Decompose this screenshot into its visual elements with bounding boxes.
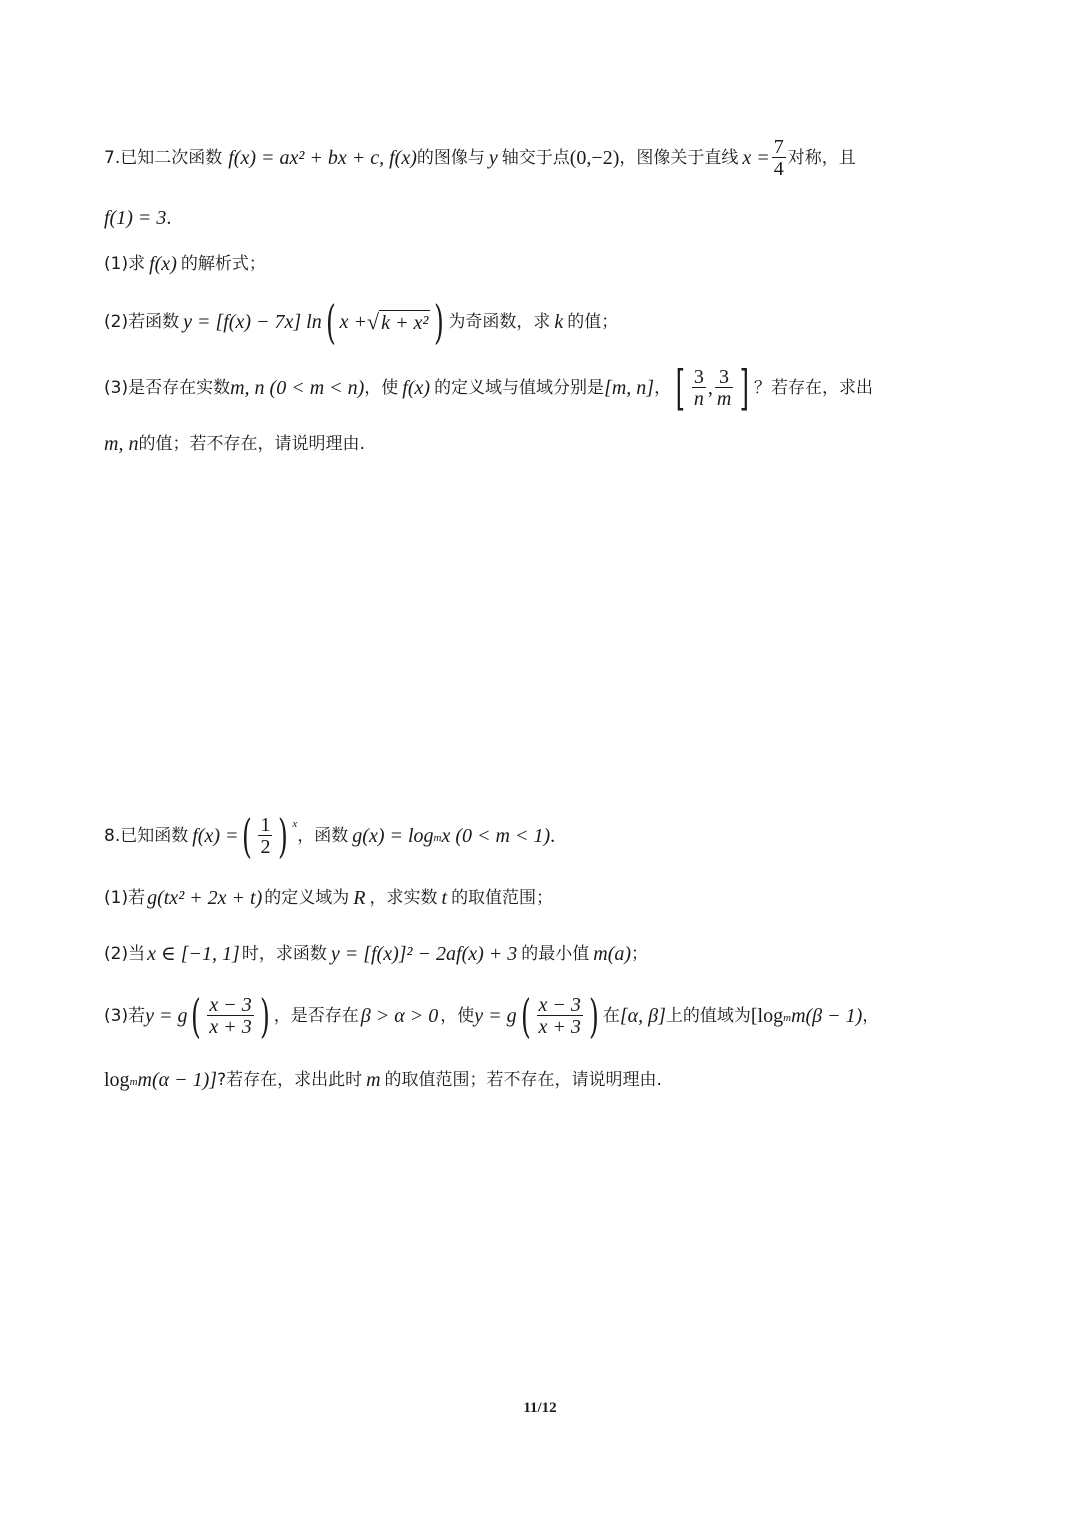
- p8-q1-text-domain: 的定义域为: [264, 888, 350, 908]
- p7-q2-sqrt-body: k + x²: [381, 311, 429, 334]
- p8-line-1: [104, 806, 555, 866]
- p7-q3-frac1-den: n: [693, 387, 704, 410]
- p7-q3-left-bracket: [: [675, 360, 686, 416]
- p7-intro-text: 7.已知二次函数: [104, 148, 223, 168]
- page-number: 11/12: [523, 1400, 557, 1416]
- p8-q3-text-make: ，使: [440, 1006, 475, 1026]
- p8-q3-right-paren: ): [259, 989, 270, 1043]
- p7-q1-text: 的解析式；: [180, 254, 266, 274]
- p8-l5-log-arg: m(α − 1)]: [137, 1069, 218, 1091]
- p8-q1-g: g(tx² + 2x + t): [147, 887, 263, 909]
- p8-g-log-base: m: [433, 832, 442, 844]
- p8-q3-beta-alpha: β > α > 0: [360, 1005, 439, 1027]
- p8-q3-right-paren-2: ): [588, 989, 599, 1043]
- p7-period: .: [166, 207, 172, 229]
- p7-q2-right-paren: ): [434, 295, 445, 349]
- p8-l5-log-base: m: [129, 1076, 138, 1088]
- p7-q3-comma: ，: [654, 378, 672, 398]
- p8-question-2: [104, 924, 648, 984]
- p7-fraction-7-4: [772, 137, 786, 180]
- p7-function-def: f(x) = ax² + bx + c, f(x): [228, 147, 417, 169]
- p8-q3-label: (3)若: [104, 1006, 146, 1026]
- p8-text-function: ，函数: [297, 826, 349, 846]
- p8-l5-text-range: 的取值范围；若不存在，请说明理由.: [384, 1070, 662, 1090]
- p8-q3-frac2-den: x + 3: [538, 1015, 581, 1038]
- p7-q3-frac2-num: 3: [719, 365, 730, 388]
- p7-q2-text-odd: 为奇函数，求: [448, 312, 551, 332]
- p7-question-2: [104, 292, 618, 352]
- p7-frac-denominator: 4: [773, 157, 784, 180]
- p8-f-left-paren: (: [242, 809, 253, 863]
- p8-q1-R: R: [353, 887, 366, 909]
- p7-y-axis-var: y: [488, 147, 498, 169]
- p7-text-symmetry: ，图像关于直线: [619, 148, 739, 168]
- p8-f-right-paren: ): [278, 809, 289, 863]
- p7-q2-label: (2)若函数: [104, 312, 180, 332]
- p7-q3-function: f(x): [402, 377, 431, 399]
- p8-question-3: [104, 986, 879, 1046]
- p7-q3-mn: m, n (0 < m < n): [230, 377, 365, 399]
- p8-q2-text-function: 时，求函数: [241, 944, 327, 964]
- p8-q3-y2: y = g: [474, 1005, 517, 1027]
- p8-q3-log1-base: m: [783, 1012, 792, 1024]
- p7-q3-frac-comma: ,: [707, 377, 713, 399]
- p8-q2-text-min: 的最小值: [521, 944, 590, 964]
- p8-q3-frac2-num: x − 3: [538, 993, 581, 1016]
- p8-line-5: [104, 1050, 662, 1110]
- p8-q2-x-range: x ∈ [−1, 1]: [147, 943, 240, 965]
- p8-q1-t: t: [441, 887, 448, 909]
- p8-q3-left-paren-2: (: [520, 989, 531, 1043]
- p8-frac-den: 2: [260, 835, 271, 858]
- p7-q3-interval: [m, n]: [604, 377, 655, 399]
- p7-q2-text-value: 的值；: [567, 312, 619, 332]
- p8-q3-frac-den: x + 3: [209, 1015, 252, 1038]
- p8-q3-y: y = g: [145, 1005, 188, 1027]
- p8-q3-log1-arg: m(β − 1): [791, 1005, 863, 1027]
- p8-q3-left-paren: (: [191, 989, 202, 1043]
- p8-q3-fraction: [207, 995, 253, 1038]
- p7-q3-label: (3)是否存在实数: [104, 378, 231, 398]
- p7-q2-k: k: [554, 311, 564, 333]
- p7-q2-left-paren: (: [325, 295, 336, 349]
- p7-l6-text: 的值；若不存在，请说明理由.: [138, 434, 365, 454]
- p8-q3-fraction-2: [537, 995, 583, 1038]
- p7-l6-mn: m, n: [104, 433, 139, 455]
- p8-q3-interval: [α, β]: [619, 1005, 666, 1027]
- p8-q2-semicolon: ；: [631, 944, 649, 964]
- p8-g-def-rest: x (0 < m < 1): [441, 825, 551, 847]
- p7-q3-right-bracket: ]: [739, 360, 750, 416]
- p7-question-3: [104, 358, 873, 418]
- p8-q3-frac-num: x − 3: [209, 993, 252, 1016]
- p7-question-1: [104, 234, 266, 294]
- p7-line-1: [104, 128, 856, 188]
- p8-q3-text-on: 在: [602, 1006, 620, 1026]
- p8-l5-log: log: [104, 1069, 130, 1091]
- p7-line-x: x =: [742, 147, 770, 169]
- p8-q3-text-range: 上的值域为: [665, 1006, 751, 1026]
- p8-q1-text-real: ，求实数: [369, 888, 438, 908]
- p8-q2-m-a: m(a): [593, 943, 632, 965]
- p7-text-intersect: 轴交于点: [501, 148, 570, 168]
- p8-f-def: f(x) =: [192, 825, 239, 847]
- p7-q1-function: f(x): [149, 253, 177, 275]
- p7-q2-sqrt-sign: √: [367, 309, 380, 334]
- p8-question-1: [104, 868, 553, 928]
- p8-l5-m: m: [366, 1069, 381, 1091]
- p7-q3-frac-3-m: [715, 367, 733, 410]
- p7-q3-frac-3-n: [692, 367, 706, 410]
- p7-q3-text-exists: ？若存在，求出: [754, 378, 873, 398]
- p8-q3-comma: ，: [862, 1006, 880, 1026]
- p7-point: (0,−2): [569, 147, 620, 169]
- p8-period: .: [550, 825, 556, 847]
- p8-intro-text: 8.已知函数: [104, 826, 189, 846]
- p7-text-graph: 的图像与: [416, 148, 485, 168]
- p7-condition: f(1) = 3: [104, 207, 167, 229]
- p7-q3-text-make: ，使: [364, 378, 399, 398]
- p8-g-def: g(x) = log: [352, 825, 434, 847]
- p7-q2-inner: x +: [339, 311, 368, 333]
- p7-q3-text-domain: 的定义域与值域分别是: [434, 378, 605, 398]
- p8-q2-y: y = [f(x)]² − 2af(x) + 3: [330, 943, 518, 965]
- p8-l5-text-exists: ?若存在，求出此时: [217, 1070, 363, 1090]
- p7-q3-frac1-num: 3: [693, 365, 704, 388]
- p8-exponent-x: x: [292, 818, 298, 830]
- p7-text-symmetric: 对称，且: [787, 148, 856, 168]
- p7-q2-expression: y = [f(x) − 7x] ln: [183, 311, 322, 333]
- p8-q3-log1: [log: [750, 1005, 784, 1027]
- p8-q3-text-exists: ，是否存在: [273, 1006, 359, 1026]
- p8-q1-text-range: 的取值范围；: [451, 888, 554, 908]
- p7-q3-frac2-den: m: [716, 387, 732, 410]
- p8-q2-label: (2)当: [104, 944, 146, 964]
- p7-q1-label: (1)求: [104, 254, 146, 274]
- p7-line-6: [104, 414, 365, 474]
- p8-q1-label: (1)若: [104, 888, 146, 908]
- p7-frac-numerator: 7: [773, 135, 784, 158]
- p8-frac-num: 1: [260, 813, 271, 836]
- p8-fraction-1-2: [258, 815, 272, 858]
